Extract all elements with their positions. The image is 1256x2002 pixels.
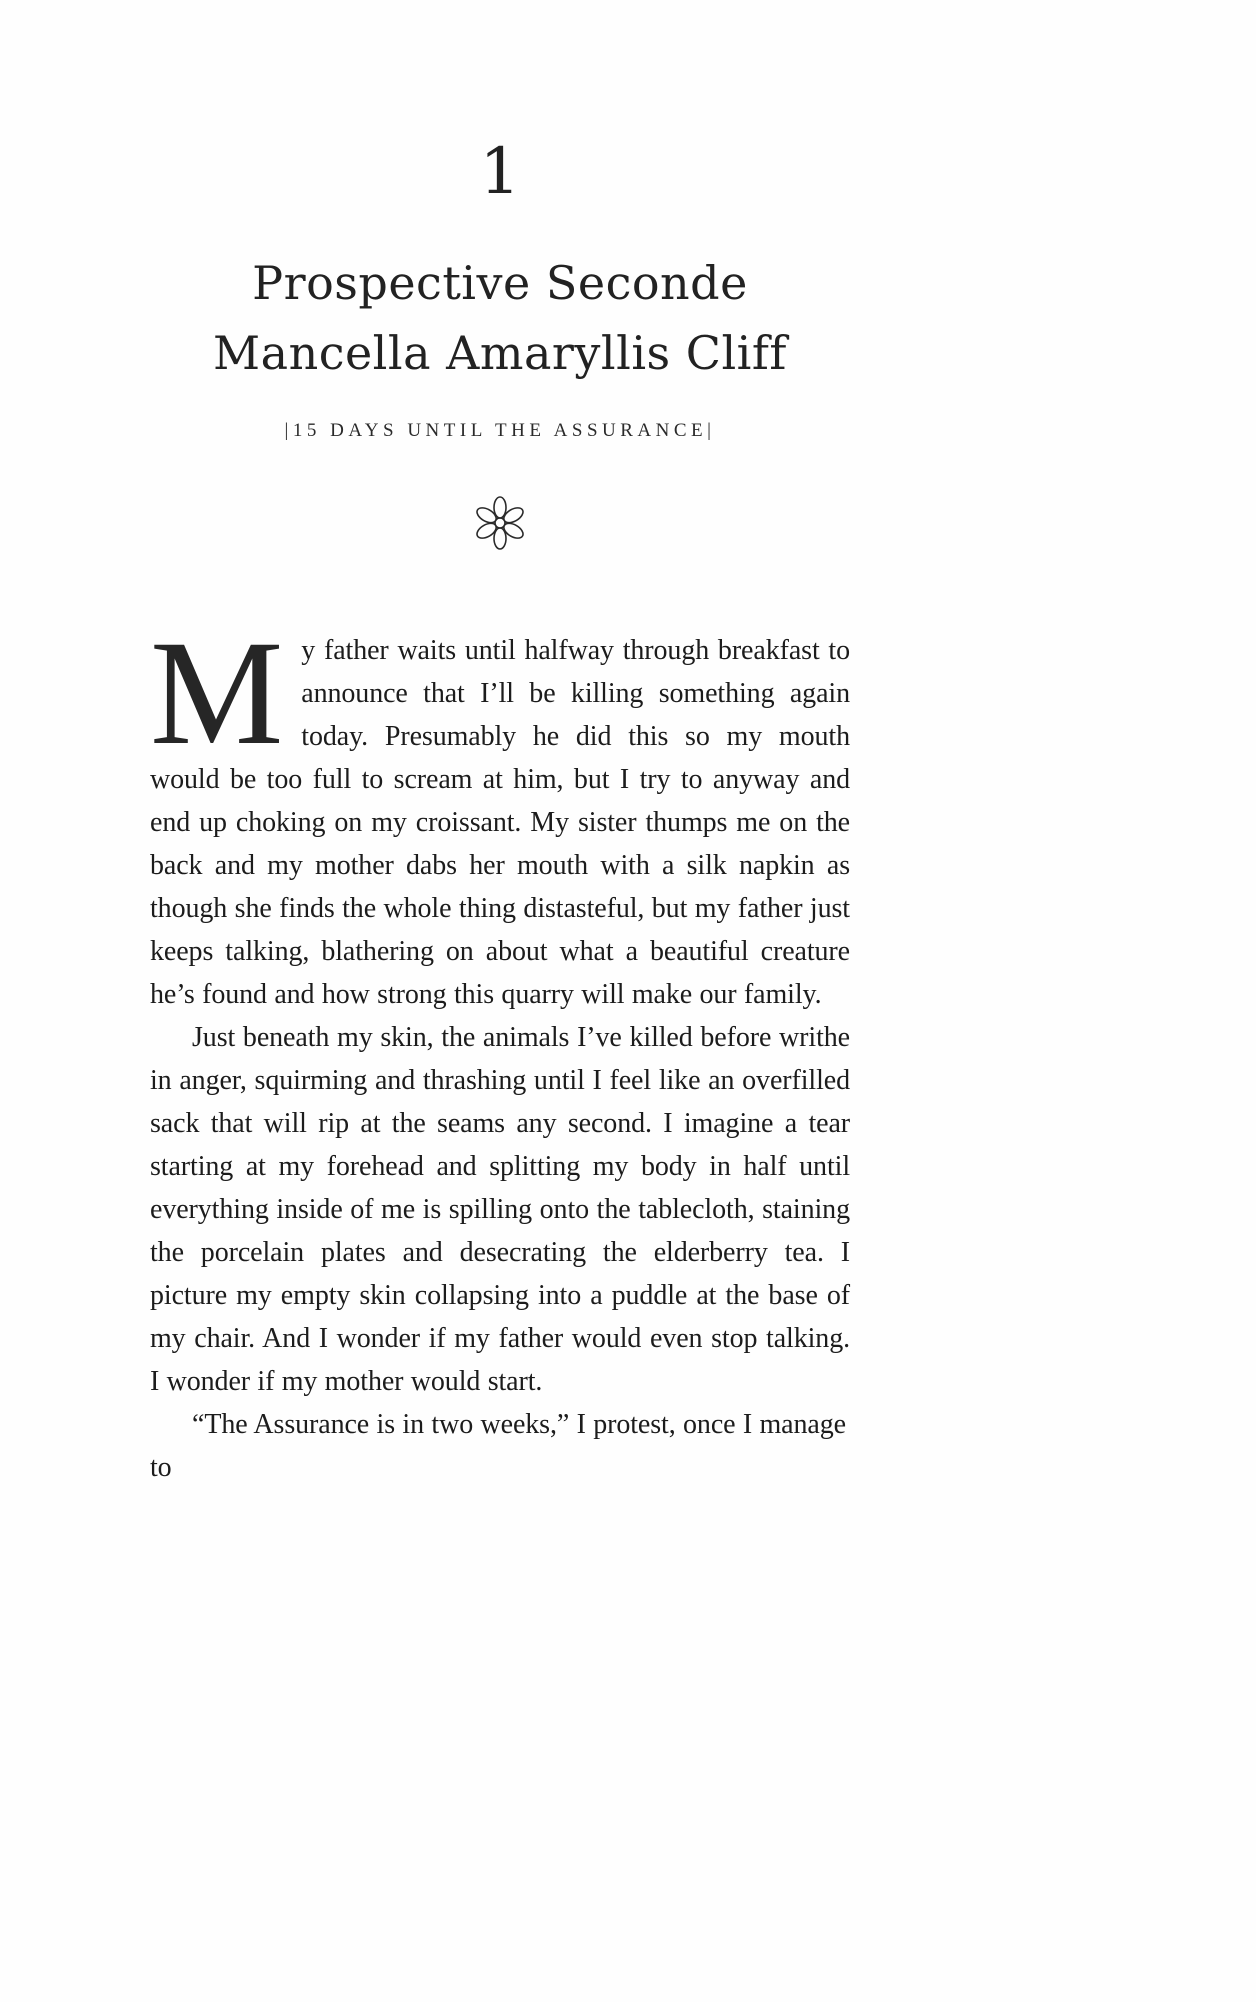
chapter-number: 1 bbox=[479, 135, 521, 209]
chapter-subtitle: |15 DAYS UNTIL THE ASSURANCE| bbox=[284, 420, 716, 441]
paragraph bbox=[150, 610, 850, 1016]
chapter-body bbox=[150, 610, 850, 1489]
chapter-title-line-2: Mancella Amaryllis Cliff bbox=[213, 326, 787, 380]
paragraph-text: Just beneath my skin, the animals I’ve killed before writhe in anger, squirming and thrashing until I feel like an overfilled sack that will rip at the seams any second. I imagine a tear starting at my forehead and splitting my body in half until everything inside of me is spilling onto the tablecloth, staining the porcelain plates and desecrating the elderberry tea. I picture my empty skin collapsing into a puddle at the base of my chair. And I wonder if my father would even stop talking. I wonder if my mother would start. bbox=[150, 1022, 850, 1397]
paragraph-text: “The Assurance is in two weeks,” I protest, once I manage to bbox=[150, 1409, 846, 1483]
paragraph-text: y father waits until halfway through breakfast to announce that I’ll be killing something again today. Presumably he did this so my mouth would be too full to scream at him, but I try to anyway and end up choking on my croissant. My sister thumps me on the back and my mother dabs her mouth with a silk napkin as though she finds the whole thing distasteful, but my father just keeps talking, blathering on about what a beautiful creature he’s found and how strong this quarry will make our family. bbox=[150, 635, 850, 1010]
paragraph bbox=[150, 1016, 850, 1403]
chapter-title-line-1: Prospective Seconde bbox=[252, 256, 748, 310]
flower-ornament-icon bbox=[150, 494, 850, 557]
paragraph bbox=[150, 1403, 850, 1489]
chapter-title bbox=[150, 248, 850, 388]
drop-cap: M bbox=[150, 610, 284, 776]
content-column bbox=[150, 0, 850, 1489]
